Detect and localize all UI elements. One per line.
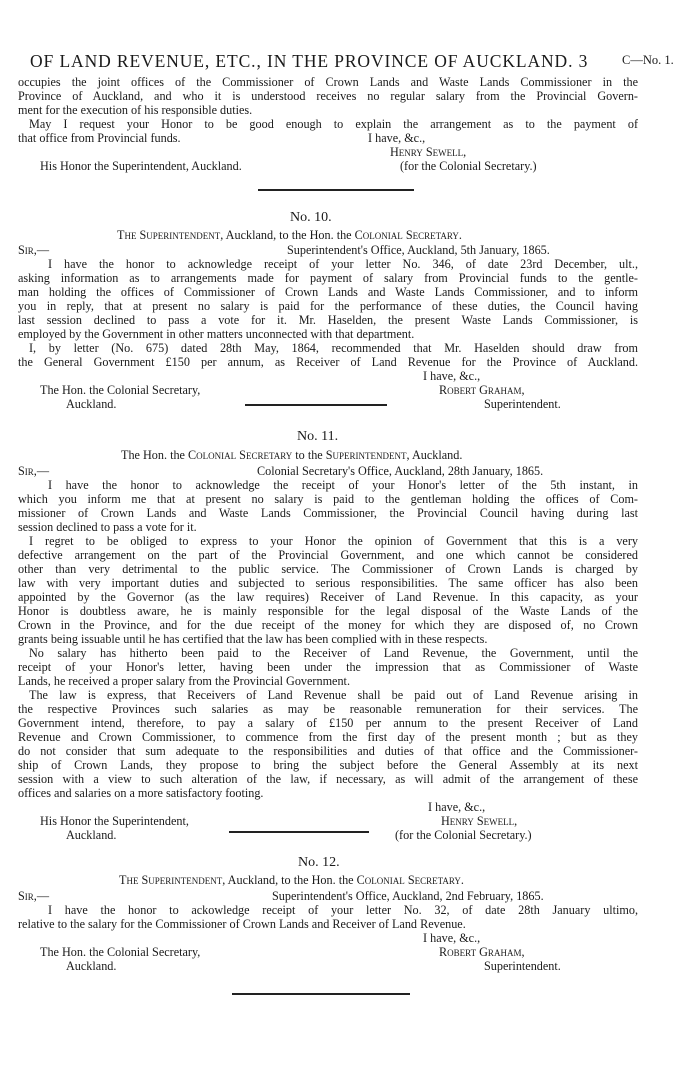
text-line: I, by letter (No. 675) dated 28th May, 1864, recommended that Mr. Haselden should draw from <box>29 341 638 355</box>
letter-number: No. 11. <box>297 429 339 444</box>
addressee: His Honor the Superintendent, Auckland. <box>40 159 242 173</box>
salutation: Sir,— <box>18 243 50 257</box>
letter-heading <box>121 448 462 462</box>
addressee-city: Auckland. <box>66 828 117 842</box>
text-line: Province of Auckland, and who it is understood receives no regular salary from the Provincial Govern- <box>18 89 638 103</box>
text-line: asking information as to arrangements made for payment of salary from Provincial funds to the gentle- <box>18 271 638 285</box>
addressee-city: Auckland. <box>66 959 117 973</box>
heading-recipient: Colonial Secretary <box>354 228 459 242</box>
text-line: relative to the salary for the Commissioner of Crown Lands and Receiver of Land Revenue. <box>18 917 466 931</box>
text-line: defective arrangement on the part of the Provincial Government, and one which cannot be considered <box>18 548 638 562</box>
addressee: The Hon. the Colonial Secretary, <box>40 383 201 397</box>
heading-sender: Colonial Secretary <box>188 448 293 462</box>
text-line: law with very important duties and subjected to serious responsibilities. The same officer has also been <box>18 576 638 590</box>
letter-heading <box>119 873 464 887</box>
letter-body <box>18 478 638 800</box>
heading-text: , Auckland, to the Hon. the <box>222 873 357 887</box>
text-line: the General Government £150 per annum, as Receiver of Land Revenue for the Province of Auckland. <box>18 355 638 369</box>
text-line: ship of Crown Lands, they propose to bring the subject before the General Assembly at its next <box>18 758 638 772</box>
salutation: Sir,— <box>18 464 50 478</box>
heading-sender: The Superintendent <box>119 873 223 887</box>
text-line: you in reply, that at present no salary is paid for the performance of these duties, the Council having <box>18 299 638 313</box>
section-divider <box>245 404 387 406</box>
closing: I have, &c., <box>368 131 426 145</box>
text-line: No salary has hitherto been paid to the Receiver of Land Revenue, the Government, until the <box>29 646 638 660</box>
section-divider <box>258 189 414 191</box>
text-line: I have the honor to acknowledge the receipt of your Honor's letter of the 5th instant, in <box>48 478 638 492</box>
salutation: Sir,— <box>18 889 50 903</box>
letter-heading <box>117 228 462 242</box>
text-line: Crown in the Province, and for the due receipt of the money for which they are disposed of, no Crown <box>18 618 638 632</box>
signer-role: (for the Colonial Secretary.) <box>395 828 532 842</box>
closing: I have, &c., <box>423 931 481 945</box>
text-line: grants being issuable until he has certified that the law has been complied with in these respects. <box>18 632 488 646</box>
signature: Henry Sewell, <box>390 145 467 159</box>
addressee-city: Auckland. <box>66 397 117 411</box>
dateline: Superintendent's Office, Auckland, 2nd February, 1865. <box>272 889 544 903</box>
letter-number: No. 10. <box>290 210 332 225</box>
heading-recipient: Colonial Secretary <box>356 873 461 887</box>
letter-number: No. 12. <box>298 855 340 870</box>
text-line: missioner of Crown Lands and Waste Lands Commissioner, the Provincial Council having during last <box>18 506 638 520</box>
text-line: Revenue and Crown Commissioner, to commence from the first day of the present month ; but as they <box>18 730 638 744</box>
addressee: His Honor the Superintendent, <box>40 814 189 828</box>
text-line: May I request your Honor to be good enough to explain the arrangement as to the payment of <box>29 117 638 131</box>
text-line: other than very detrimental to the public service. The Commissioner of Crown Lands is charged by <box>18 562 638 576</box>
text-line: employed by the Government in other matters unconnected with that department. <box>18 327 415 341</box>
text-line: I have the honor to ackowledge receipt of your letter No. 32, of date 28th January ultimo, <box>48 903 638 917</box>
letter-body <box>18 257 638 369</box>
text-line: I have the honor to acknowledge receipt of your letter No. 346, of date 23rd December, ult., <box>48 257 638 271</box>
paper-reference: C—No. 1. <box>622 53 674 67</box>
text-line: do not consider that sum adequate to the responsibilities and duties of that office and the Commissioner- <box>18 744 638 758</box>
signer-role: Superintendent. <box>484 959 561 973</box>
text-line: session with a view to such alteration of the law, if necessary, as will admit of the arrangement of these <box>18 772 638 786</box>
section-divider <box>229 831 369 833</box>
signer-role: Superintendent. <box>484 397 561 411</box>
heading-text: The Hon. the <box>121 448 189 462</box>
heading-text: , Auckland. <box>406 448 463 462</box>
running-header: OF LAND REVENUE, ETC., IN THE PROVINCE OF AUCKLAND. 3 <box>30 51 589 71</box>
heading-recipient: Superintendent <box>325 448 407 462</box>
signer-role: (for the Colonial Secretary.) <box>400 159 537 173</box>
letter-body <box>18 903 638 931</box>
text-line: receipt of your Honor's letter, having been under the impression that as Commissioner of Waste <box>18 660 638 674</box>
text-line: The law is express, that Receivers of Land Revenue shall be paid out of Land Revenue arising in <box>29 688 638 702</box>
section-divider <box>232 993 410 995</box>
text-line: ment for the execution of his responsible duties. <box>18 103 253 117</box>
heading-text: . <box>460 873 464 887</box>
text-line: offices and salaries on a more satisfactory footing. <box>18 786 264 800</box>
text-line: that office from Provincial funds. <box>18 131 181 145</box>
closing: I have, &c., <box>428 800 486 814</box>
signature: Robert Graham, <box>439 383 525 397</box>
text-line: Honor is doubtless aware, he is mainly responsible for the legal disposal of the Waste Lands of the <box>18 604 638 618</box>
heading-sender: The Superintendent <box>117 228 221 242</box>
text-line: which you inform me that at present no salary is paid to the gentleman holding the offices of Com- <box>18 492 638 506</box>
text-line: Lands, he received a proper salary from the Provincial Government. <box>18 674 350 688</box>
addressee: The Hon. the Colonial Secretary, <box>40 945 201 959</box>
text-line: man holding the offices of Commissioner of Crown Lands and Waste Lands Commissioner, and to inform <box>18 285 638 299</box>
heading-text: , Auckland, to the Hon. the <box>220 228 355 242</box>
text-line: occupies the joint offices of the Commissioner of Crown Lands and Waste Lands Commissioner in the <box>18 75 638 89</box>
heading-text: . <box>458 228 462 242</box>
text-line: the respective Provinces such salaries as may be reasonable remuneration for their services. The <box>18 702 638 716</box>
closing: I have, &c., <box>423 369 481 383</box>
dateline: Colonial Secretary's Office, Auckland, 28th January, 1865. <box>257 464 544 478</box>
dateline: Superintendent's Office, Auckland, 5th January, 1865. <box>287 243 550 257</box>
text-line: last session declined to pass a vote for it. Mr. Haselden, the present Waste Lands Commissioner, is <box>18 313 638 327</box>
signature: Henry Sewell, <box>441 814 518 828</box>
text-line: I regret to be obliged to express to your Honor the opinion of Government that this is a very <box>29 534 638 548</box>
text-line: session declined to pass a vote for it. <box>18 520 197 534</box>
heading-text: to the <box>292 448 326 462</box>
intro-paragraph <box>18 75 638 145</box>
text-line: Government intend, therefore, to pay a salary of £150 per annum to the present Receiver of Land <box>18 716 638 730</box>
signature: Robert Graham, <box>439 945 525 959</box>
text-line: appointed by the Governor (as the law requires) Receiver of Land Revenue. In this capacity, as your <box>18 590 638 604</box>
